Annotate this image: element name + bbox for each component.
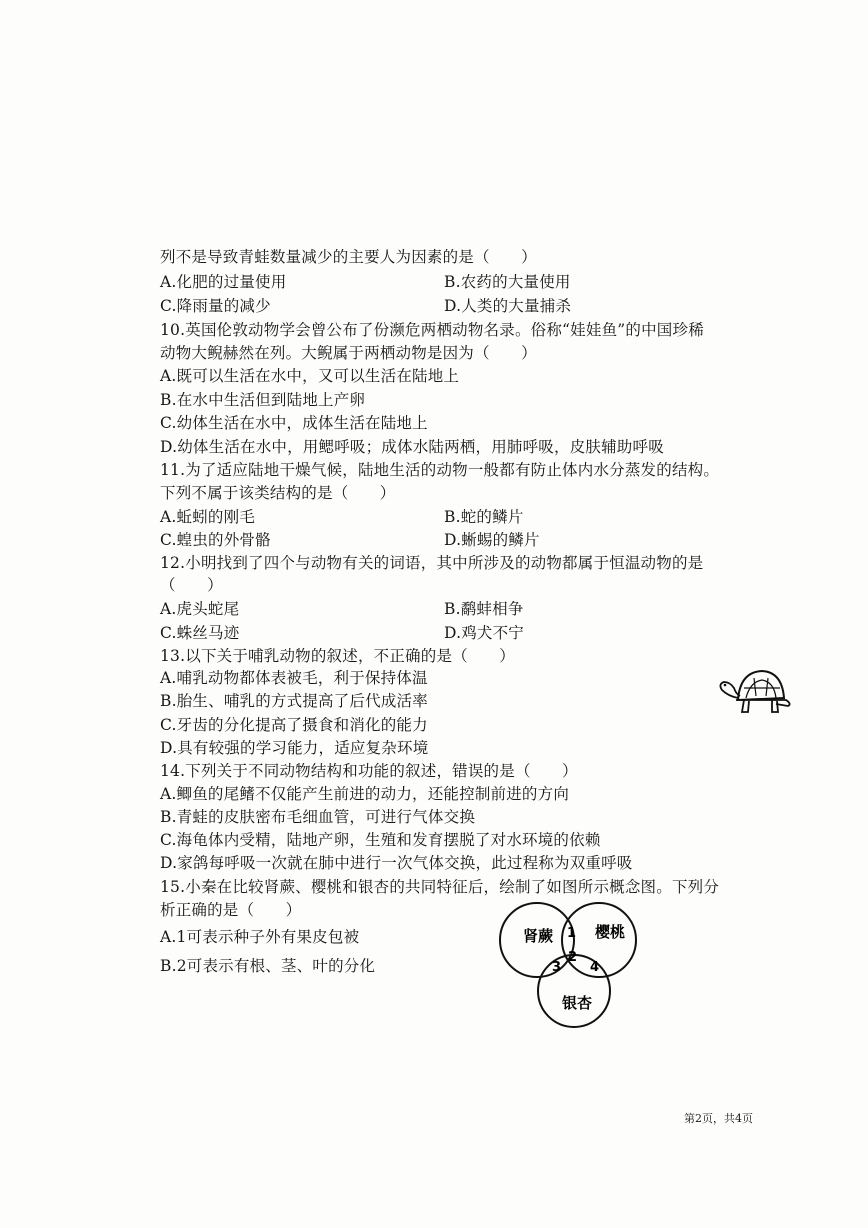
q9-stem: 列不是导致青蛙数量减少的主要人为因素的是（ ）: [160, 248, 537, 266]
venn-label-shenjue: 肾蕨: [523, 927, 554, 945]
q12-stem-line1: 12.小明找到了四个与动物有关的词语，其中所涉及的动物都属于恒温动物的是: [160, 554, 704, 572]
venn-label-yingtao: 樱桃: [595, 923, 626, 941]
q9-option-d: D.人类的大量捕杀: [444, 297, 572, 315]
q10-option-c: C.幼体生活在水中，成体生活在陆地上: [160, 414, 428, 432]
q13-stem: 13.以下关于哺乳动物的叙述，不正确的是（ ）: [160, 647, 515, 665]
venn-region-2: 2: [568, 950, 578, 965]
turtle-doodle-icon: [716, 666, 794, 716]
q10-stem-line2: 动物大鲵赫然在列。大鲵属于两栖动物是因为（ ）: [160, 344, 537, 362]
q11-option-b: B.蛇的鳞片: [444, 508, 524, 526]
venn-circle-yinxing: [538, 955, 610, 1027]
venn-region-4: 4: [590, 960, 600, 975]
q14-option-a: A.鲫鱼的尾鳍不仅能产生前进的动力，还能控制前进的方向: [160, 785, 570, 803]
q11-stem-line2: 下列不属于该类结构的是（ ）: [160, 484, 396, 502]
q10-option-a: A.既可以生活在水中，又可以生活在陆地上: [160, 367, 460, 385]
q9-option-b: B.农药的大量使用: [444, 273, 571, 291]
q9-option-a: A.化肥的过量使用: [160, 273, 287, 291]
q10-stem-line1: 10.英国伦敦动物学会曾公布了份濒危两栖动物名录。俗称“娃娃鱼”的中国珍稀: [160, 321, 704, 339]
q13-option-d: D.具有较强的学习能力，适应复杂环境: [160, 739, 429, 757]
q15-stem-line1: 15.小秦在比较肾蕨、樱桃和银杏的共同特征后，绘制了如图所示概念图。下列分: [160, 878, 720, 896]
q14-option-d: D.家鸽每呼吸一次就在肺中进行一次气体交换，此过程称为双重呼吸: [160, 854, 633, 872]
q15-option-a: A.1可表示种子外有果皮包被: [160, 928, 360, 946]
venn-label-yinxing: 银杏: [562, 994, 593, 1012]
q11-option-c: C.蝗虫的外骨骼: [160, 531, 271, 549]
q12-option-d: D.鸡犬不宁: [444, 624, 525, 642]
q11-option-d: D.蜥蜴的鳞片: [444, 531, 540, 549]
q11-stem-line1: 11.为了适应陆地干燥气候，陆地生活的动物一般都有防止体内水分蒸发的结构。: [160, 461, 720, 479]
q14-option-b: B.青蛙的皮肤密布毛细血管，可进行气体交换: [160, 808, 476, 826]
q12-option-a: A.虎头蛇尾: [160, 600, 240, 618]
q12-option-c: C.蛛丝马迹: [160, 624, 240, 642]
q12-stem-line2: （ ）: [160, 576, 223, 594]
q13-option-c: C.牙齿的分化提高了摄食和消化的能力: [160, 716, 428, 734]
q15-stem-line2: 析正确的是（ ）: [160, 901, 302, 919]
q9-option-c: C.降雨量的减少: [160, 297, 271, 315]
venn-region-1: 1: [567, 926, 577, 941]
q10-option-b: B.在水中生活但到陆地上产卵: [160, 391, 366, 409]
q13-option-a: A.哺乳动物都体表被毛，利于保持体温: [160, 669, 428, 687]
venn-region-3: 3: [552, 960, 562, 975]
q10-option-d: D.幼体生活在水中，用鳃呼吸；成体水陆两栖，用肺呼吸，皮肤辅助呼吸: [160, 438, 664, 456]
q12-option-b: B.鹬蚌相争: [444, 600, 524, 618]
q15-option-b: B.2可表示有根、茎、叶的分化: [160, 957, 376, 975]
q14-option-c: C.海龟体内受精，陆地产卵，生殖和发育摆脱了对水环境的依赖: [160, 831, 601, 849]
page-footer: 第2页，共4页: [684, 1112, 753, 1125]
venn-concept-diagram: [495, 898, 645, 1030]
q14-stem: 14.下列关于不同动物结构和功能的叙述，错误的是（ ）: [160, 762, 578, 780]
q13-option-b: B.胎生、哺乳的方式提高了后代成活率: [160, 692, 428, 710]
q11-option-a: A.蚯蚓的刚毛: [160, 508, 256, 526]
